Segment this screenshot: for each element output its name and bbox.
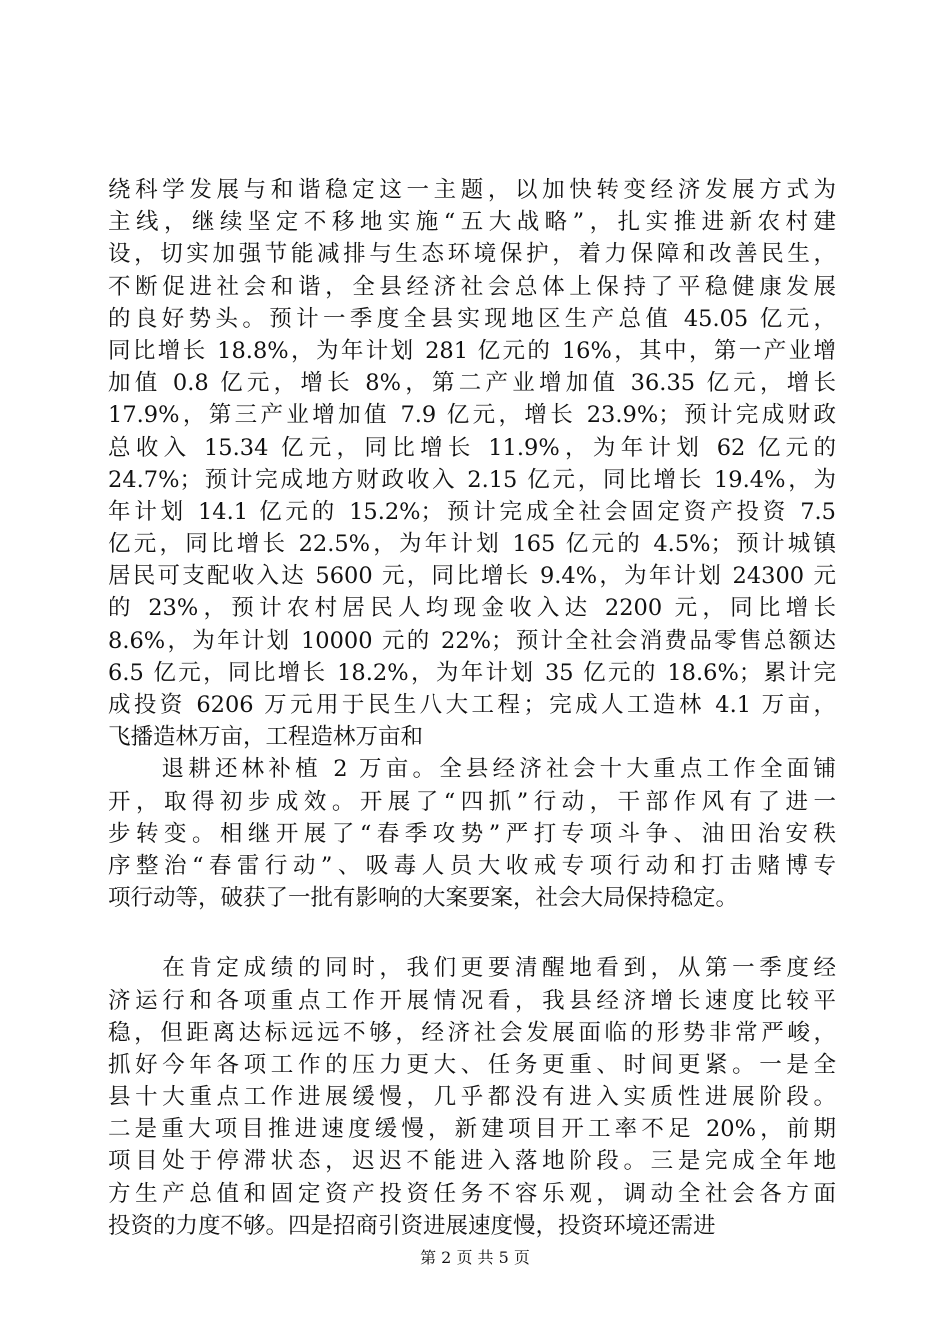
- text-line: 8.6%，为年计划 10000 元的 22%；预计全社会消费品零售总额达: [108, 627, 836, 654]
- text-line: 方生产总值和固定资产投资任务不容乐观，调动全社会各方面: [108, 1180, 836, 1207]
- paragraph: [108, 952, 836, 1242]
- text-line: 的 23%，预计农村居民人均现金收入达 2200 元，同比增长: [108, 595, 836, 622]
- text-line: 飞播造林万亩，工程造林万亩和: [108, 724, 424, 751]
- text-line: 亿元，同比增长 22.5%，为年计划 165 亿元的 4.5%；预计城镇: [108, 531, 836, 558]
- text-line: 24.7%；预计完成地方财政收入 2.15 亿元，同比增长 19.4%，为: [108, 466, 836, 493]
- text-line: 稳，但距离达标远远不够，经济社会发展面临的形势非常严峻，: [108, 1019, 836, 1046]
- text-line: 项目处于停滞状态，迟迟不能进入落地阶段。三是完成全年地: [108, 1148, 836, 1175]
- text-line: 总收入 15.34 亿元，同比增长 11.9%，为年计划 62 亿元的: [108, 434, 836, 461]
- text-line: 6.5 亿元，同比增长 18.2%，为年计划 35 亿元的 18.6%；累计完: [108, 659, 836, 686]
- text-line: 主线，继续坚定不移地实施“五大战略”，扎实推进新农村建: [108, 209, 836, 236]
- text-line: 投资的力度不够。四是招商引资进展速度慢，投资环境还需进: [108, 1212, 716, 1239]
- text-line: 年计划 14.1 亿元的 15.2%；预计完成全社会固定资产投资 7.5: [108, 498, 836, 525]
- text-line: 17.9%，第三产业增加值 7.9 亿元，增长 23.9%；预计完成财政: [108, 402, 836, 429]
- text-line: 居民可支配收入达 5600 元，同比增长 9.4%，为年计划 24300 元: [108, 563, 836, 590]
- page-footer: 第 2 页 共 5 页: [420, 1248, 530, 1267]
- text-line: 设，切实加强节能减排与生态环境保护，着力保障和改善民生，: [108, 241, 836, 268]
- text-line: 不断促进社会和谐，全县经济社会总体上保持了平稳健康发展: [108, 273, 836, 300]
- text-line: 开，取得初步成效。开展了“四抓”行动，干部作风有了进一: [108, 788, 836, 815]
- text-line: 同比增长 18.8%，为年计划 281 亿元的 16%，其中，第一产业增: [108, 337, 836, 364]
- text-line: 成投资 6206 万元用于民生八大工程；完成人工造林 4.1 万亩，: [108, 692, 836, 718]
- paragraph: [108, 753, 836, 914]
- text-line: 步转变。相继开展了“春季攻势”严打专项斗争、油田治安秩: [108, 820, 836, 847]
- text-line: 绕科学发展与和谐稳定这一主题，以加快转变经济发展方式为: [108, 177, 836, 203]
- text-line: 县十大重点工作进展缓慢，几乎都没有进入实质性进展阶段。: [108, 1084, 836, 1111]
- text-line: 项行动等，破获了一批有影响的大案要案，社会大局保持稳定。: [108, 885, 739, 912]
- text-line: 济运行和各项重点工作开展情况看，我县经济增长速度比较平: [108, 987, 836, 1014]
- text-line: 抓好今年各项工作的压力更大、任务更重、时间更紧。一是全: [108, 1051, 836, 1078]
- paragraph: [108, 174, 836, 753]
- text-line: 二是重大项目推进速度缓慢，新建项目开工率不足 20%，前期: [108, 1116, 836, 1143]
- text-line: 的良好势头。预计一季度全县实现地区生产总值 45.05 亿元，: [108, 305, 836, 332]
- paragraph-gap: [108, 914, 836, 952]
- text-line: 序整治“春雷行动”、吸毒人员大收戒专项行动和打击赌博专: [108, 852, 836, 879]
- text-line: 加值 0.8 亿元，增长 8%，第二产业增加值 36.35 亿元，增长: [108, 370, 836, 397]
- text-line: 退耕还林补植 2 万亩。全县经济社会十大重点工作全面铺: [108, 756, 836, 783]
- text-line: 在肯定成绩的同时，我们更要清醒地看到，从第一季度经: [108, 955, 836, 982]
- document-body: [108, 174, 836, 1242]
